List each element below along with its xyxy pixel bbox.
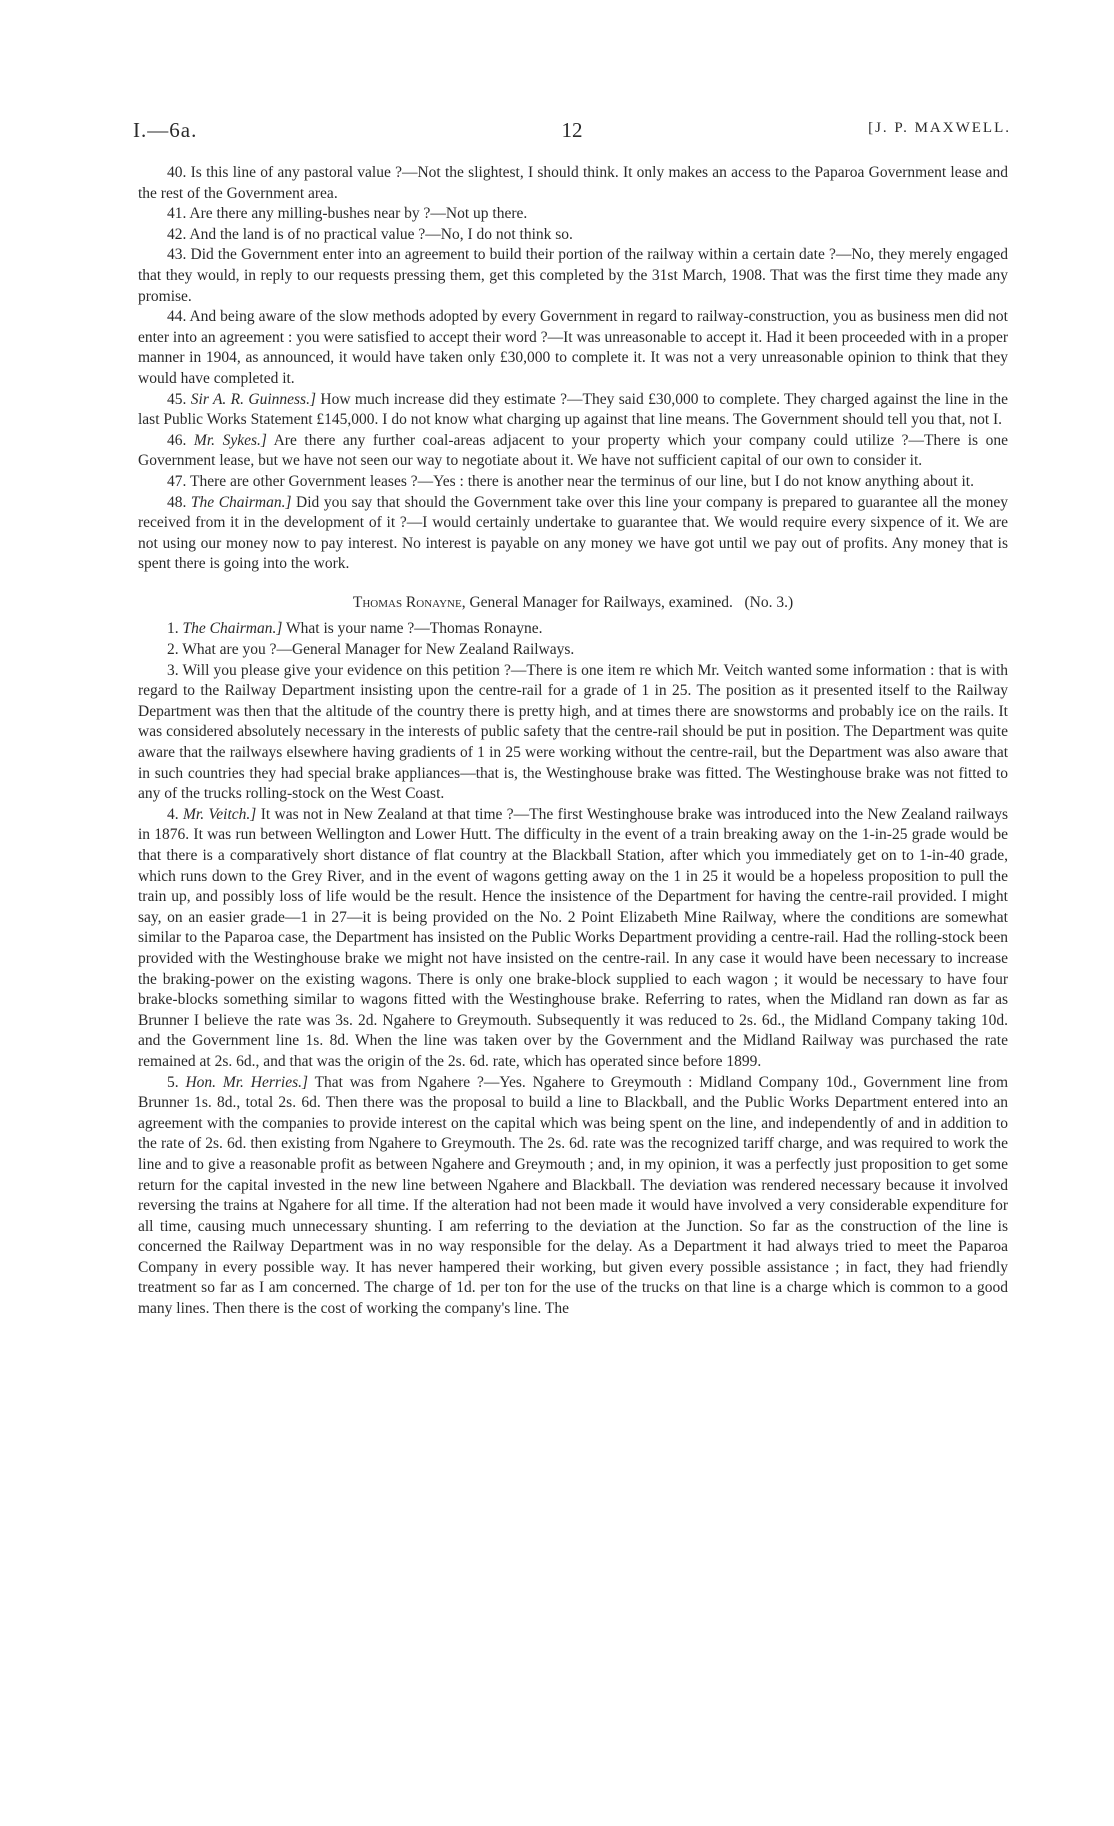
witness-heading: [138, 593, 1008, 614]
speaker-name: Mr. Veitch.]: [183, 805, 257, 823]
witness-heading-number: (No. 3.): [744, 593, 794, 611]
paragraph-text: How much increase did they estimate ?—They said £30,000 to complete. They charged against the line in the last Public Works Statement £145,000. I do not know what charging up against that line means. The Government should tell you that, not I.: [138, 390, 1009, 429]
witness-name-header: [J. P. MAXWELL.: [868, 120, 1011, 136]
paragraph-q42: 42. And the land is of no practical value ?—No, I do not think so.: [167, 225, 573, 243]
paragraph-q43: 43. Did the Government enter into an agreement to build their portion of the railway within a certain date ?—No, they merely engaged that they would, in reply to our requests pressing them, get this completed by the 31st March, 1908. That was the first time they made any promise.: [138, 246, 1008, 305]
section-spacer: [138, 575, 1008, 593]
paragraph-q41: 41. Are there any milling-bushes near by ?—Not up there.: [167, 205, 528, 223]
paragraph-q45: [138, 390, 1008, 431]
question-number: 46.: [167, 431, 187, 449]
question-number: 4.: [167, 805, 179, 823]
paragraph-q40: 40. Is this line of any pastoral value ?—Not the slightest, I should think. It only makes an access to the Paparoa Government lease and the rest of the Government area.: [138, 164, 1008, 202]
paragraph-r1: [138, 619, 1008, 640]
paragraph-r3: 3. Will you please give your evidence on this petition ?—There is one item re which Mr. Veitch wanted some information : that is with regard to the Railway Department insisting upon the centre-rail for a grade of 1 in 25. The position as it presented itself to the Railway Department was then that the altitude of the country there is pretty high, and at times there are snowstorms and probably ice on the rails. It was considered absolutely necessary in the interests of public safety that the centre-rail should be put in position. The Department was quite aware that the railways elsewhere having gradients of 1 in 25 were working without the centre-rail, but the Department was also aware that in such countries they had special brake appliances—that is, the Westinghouse brake was fitted. The Westinghouse brake was not fitted to any of the trucks rolling-stock on the West Coast.: [138, 661, 1008, 803]
question-number: 5.: [167, 1073, 179, 1091]
page-number: 12: [561, 118, 583, 142]
question-number: 45.: [167, 390, 187, 408]
paragraph-text: Are there any further coal-areas adjacent to your property which your company could utilize ?—There is one Government lease, but we have not seen our way to negotiate about it. We have not sufficient capital of our own to consider it.: [138, 431, 1009, 470]
paragraph-r5: [138, 1073, 1008, 1320]
witness-heading-role: , General Manager for Railways, examined.: [461, 593, 733, 611]
speaker-name: Sir A. R. Guinness.]: [190, 390, 316, 408]
paragraph-q47: 47. There are other Government leases ?—Yes : there is another near the terminus of our line, but I do not know anything about it.: [167, 472, 974, 490]
paragraph-text: That was from Ngahere ?—Yes. Ngahere to Greymouth : Midland Company 10d., Government line from Brunner 1s. 8d., total 2s. 6d. Then there was the proposal to build a line to Blackball, and the Public Works Department entered into an agreement with the companies to provide interest on the capital which was being spent on the line, and independently of and in addition to the rate of 2s. 6d. then existing from Ngahere to Greymouth. The 2s. 6d. rate was the recognized tariff charge, and was required to work the line and to give a reasonable profit as between Ngahere and Greymouth ; and, in my opinion, it was a perfectly just proposition to get some return for the capital invested in the new line between Ngahere and Blackball. The deviation was rendered necessary because it involved reversing the trains at Ngahere for all time. If the alteration had not been made it would have involved a very considerable expenditure for all time, causing much unnecessary shunting. I am referring to the deviation at the Junction. So far as the construction of the line is concerned the Railway Department was in no way responsible for the delay. As a Department it had always tried to meet the Paparoa Company in every possible way. It has never hampered their working, but given every possible assistance ; in fact, they had friendly treatment so far as I am concerned. The charge of 1d. per ton for the use of the trucks on that line is a charge which is common to a good many lines. Then there is the cost of working the company's line. The: [138, 1073, 1009, 1318]
witness-heading-name: Thomas Ronayne: [352, 593, 462, 611]
question-number: 48.: [167, 493, 187, 511]
speaker-name: Hon. Mr. Herries.]: [185, 1073, 309, 1091]
question-number: 1.: [167, 620, 179, 638]
speaker-name: The Chairman.]: [182, 620, 283, 638]
paragraph-q44: 44. And being aware of the slow methods adopted by every Government in regard to railway-construction, you as business men did not enter into an agreement : you were satisfied to accept their word ?—It was unreasonable to accept it. Had it been proceeded with in a proper manner in 1904, as announced, it would have taken only £30,000 to complete it. It was not a very unreasonable opinion to think that they would have completed it.: [138, 308, 1008, 387]
paragraph-text: What is your name ?—Thomas Ronayne.: [286, 620, 543, 638]
page-header: [133, 118, 1011, 146]
speaker-name: Mr. Sykes.]: [193, 431, 267, 449]
paragraph-r4: [138, 805, 1008, 1073]
paragraph-q48: [138, 493, 1008, 575]
paragraph-text: Did you say that should the Government take over this line your company is prepared to guarantee all the money received from it in the development of it ?—I would certainly undertake to guarantee that. We would require every sixpence of it. We are not using our money now to pay interest. No interest is payable on any money we have got until we pay out of profits. Any money that is spent there is going into the work.: [138, 493, 1009, 573]
speaker-name: The Chairman.]: [190, 493, 292, 511]
document-reference: I.—6a.: [133, 118, 198, 142]
paragraph-text: It was not in New Zealand at that time ?—The first Westinghouse brake was introduced into the New Zealand railways in 1876. It was run between Wellington and Lower Hutt. The difficulty in the event of a train breaking away on the 1-in-25 grade would be that there is a comparatively short distance of flat country at the Blackball Station, after which you immediately get on to 1-in-40 grade, which runs down to the Grey River, and in the event of wagons getting away on the 1 in 25 it would be a hopeless proposition to pull the train up, and possibly loss of life would be the result. Hence the insistence of the Department for having the centre-rail provided. I might say, on an easier grade—1 in 27—it is being provided on the No. 2 Point Elizabeth Mine Railway, where the conditions are somewhat similar to the Paparoa case, the Department has insisted on the Public Works Department providing a centre-rail. Had the rolling-stock been provided with the Westinghouse brake we might not have insisted on the centre-rail. In any case it would have been necessary to increase the braking-power on the existing wagons. There is only one brake-block supplied to each wagon ; it would be necessary to have four brake-blocks something similar to wagons fitted with the Westinghouse brake. Referring to rates, when the Midland ran down as far as Brunner I believe the rate was 3s. 2d. Ngahere to Greymouth. Subsequently it was reduced to 2s. 6d., the Midland Company taking 10d. and the Government line 1s. 8d. When the line was taken over by the Government and the Midland Railway was purchased the rate remained at 2s. 6d., and that was the origin of the 2s. 6d. rate, which has operated since before 1899.: [138, 805, 1008, 1070]
paragraph-q46: [138, 431, 1008, 472]
paragraph-r2: 2. What are you ?—General Manager for New Zealand Railways.: [167, 641, 575, 659]
document-body: [138, 163, 1008, 1320]
